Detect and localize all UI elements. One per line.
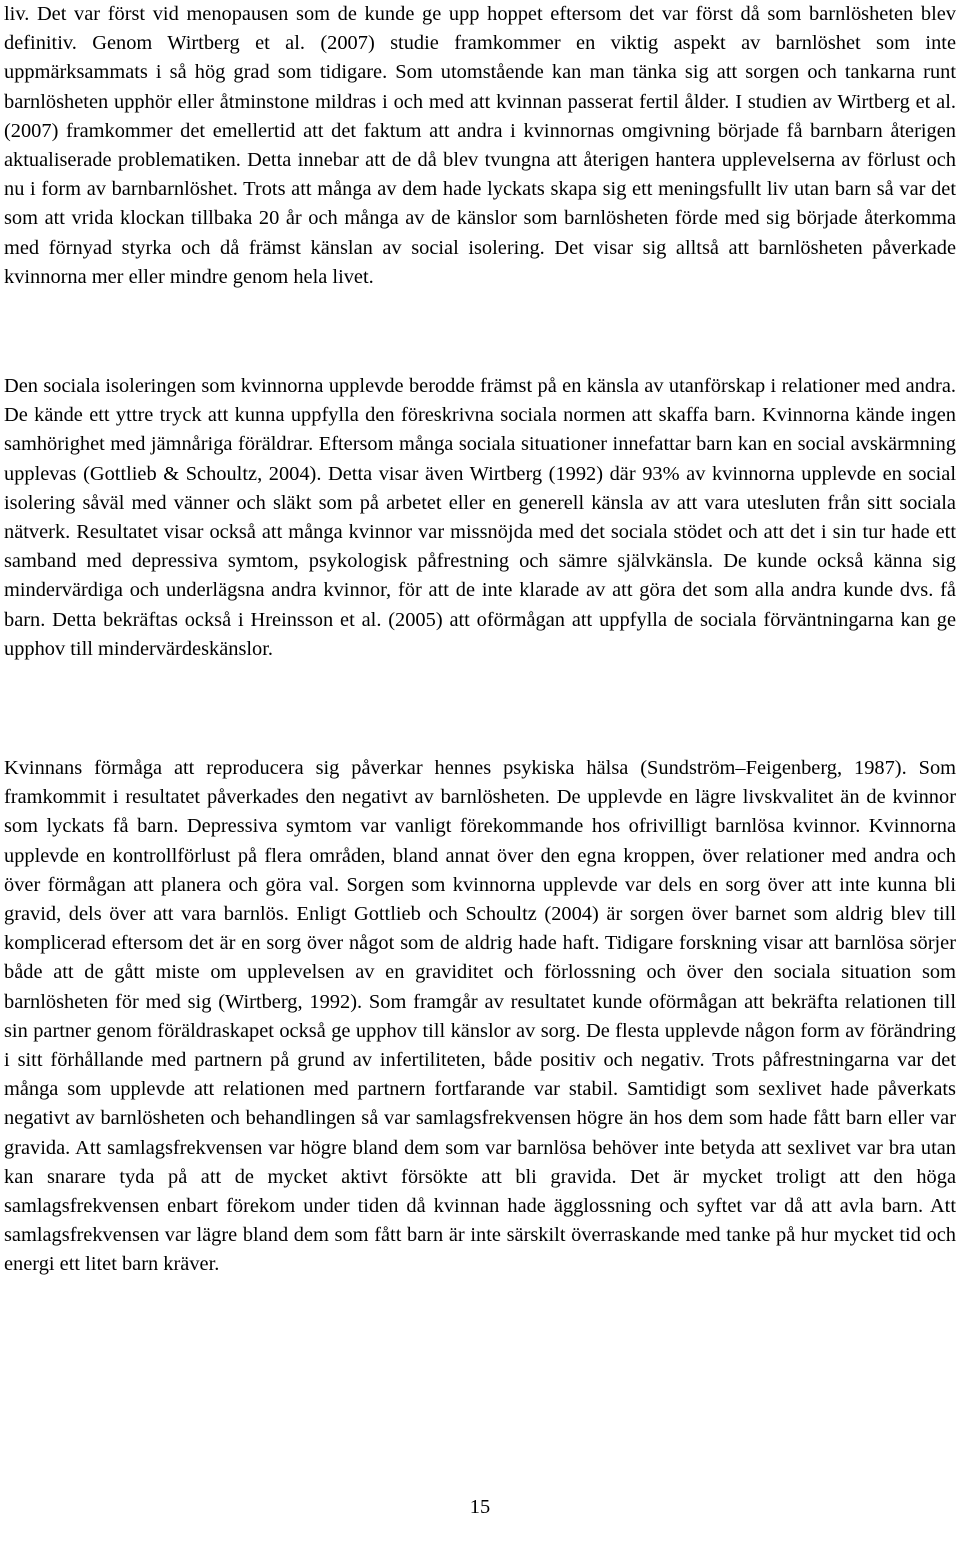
page-number: 15 bbox=[469, 1496, 491, 1518]
paragraph-2: Den sociala isoleringen som kvinnorna upplevde berodde främst på en känsla av utanförskap i relationer med andra. De kände ett yttre tryck att kunna uppfylla den föreskrivna sociala normen att skaffa barn. Kvinnorna kände ingen samhörighet med jämnåriga föräldrar. Eftersom många sociala situationer innefattar barn kan en social avskärmning upplevas (Gottlieb & Schoultz, 2004). Detta visar även Wirtberg (1992) där 93% av kvinnorna upplevde en social isolering såväl med vänner och släkt som på arbetet eller en generell känsla av att vara utesluten från sitt sociala nätverk. Resultatet visar också att många kvinnor var missnöjda med det sociala stödet och att det i sin tur hade ett samband med depressiva symtom, psykologisk påfrestning och sämre självkänsla. De kunde också känna sig mindervärdiga och underlägsna andra kvinnor, för att de inte klarade av att göra det som alla andra kunde dvs. få barn. Detta bekräftas också i Hreinsson et al. (2005) att oförmågan att uppfylla de sociala förväntningarna kan ge upphov till mindervärdeskänslor. bbox=[4, 375, 956, 660]
paragraph-1: liv. Det var först vid menopausen som de kunde ge upp hoppet eftersom det var först då som barnlösheten blev definitiv. Genom Wirtberg et al. (2007) studie framkommer en viktig aspekt av barnlöshet som inte uppmärksammats i så hög grad som tidigare. Som utomstående kan man tänka sig att sorgen och tankarna runt barnlösheten upphör eller åtminstone mildras i och med att kvinnan passerat fertil ålder. I studien av Wirtberg et al. (2007) framkommer det emellertid att det faktum att andra i kvinnornas omgivning började få barnbarn återigen aktualiserade problematiken. Detta innebar att de då blev tvungna att återigen hantera upplevelserna av förlust och nu i form av barnbarnlöshet. Trots att många av dem hade lyckats skapa sig ett meningsfullt liv utan barn så var det som att vrida klockan tillbaka 20 år och många av de känslor som barnlösheten förde med sig började återkomma med förnyad styrka och då främst känslan av social isolering. Det visar sig alltså att barnlösheten påverkade kvinnorna mer eller mindre genom hela livet. bbox=[4, 3, 956, 288]
paragraph-3: Kvinnans förmåga att reproducera sig påverkar hennes psykiska hälsa (Sundström–Feigenberg, 1987). Som framkommit i resultatet påverkades den negativt av barnlösheten. De upplevde en lägre livskvalitet än de kvinnor som lyckats få barn. Depressiva symtom var vanligt förekommande hos ofrivilligt barnlösa kvinnor. Kvinnorna upplevde en kontrollförlust på flera områden, bland annat över den egna kroppen, över relationer med andra och över förmågan att planera och göra val. Sorgen som kvinnorna upplevde var dels en sorg över att inte kunna bli gravid, dels över att vara barnlös. Enligt Gottlieb och Schoultz (2004) är sorgen över barnet som aldrig blev till komplicerad eftersom det är en sorg över något som de aldrig hade haft. Tidigare forskning visar att barnlösa sörjer både att de gått miste om upplevelsen av en graviditet och förlossning och över den sociala situation som barnlösheten för med sig (Wirtberg, 1992). Som framgår av resultatet kunde oförmågan att bekräfta relationen till sin partner genom föräldraskapet också ge upphov till känslor av sorg. De flesta upplevde någon form av förändring i sitt förhållande med partnern på grund av infertiliteten, både positiv och negativ. Trots påfrestningarna var det många som upplevde att relationen med partnern fortfarande var stabil. Samtidigt som sexlivet hade påverkats negativt av barnlösheten och behandlingen så var samlagsfrekvensen högre än hos dem som hade fått barn eller var gravida. Att samlagsfrekvensen var högre bland dem som var barnlösa behöver inte betyda att sexlivet var bra utan kan snarare tyda på att de mycket aktivt försökte att bli gravida. Det är mycket troligt att den höga samlagsfrekvensen enbart förekom under tiden då kvinnan hade ägglossning och syftet var då att avla barn. Att samlagsfrekvensen var lägre bland dem som fått barn är inte särskilt överraskande med tanke på hur mycket tid och energi ett litet barn kräver. bbox=[4, 757, 956, 1276]
